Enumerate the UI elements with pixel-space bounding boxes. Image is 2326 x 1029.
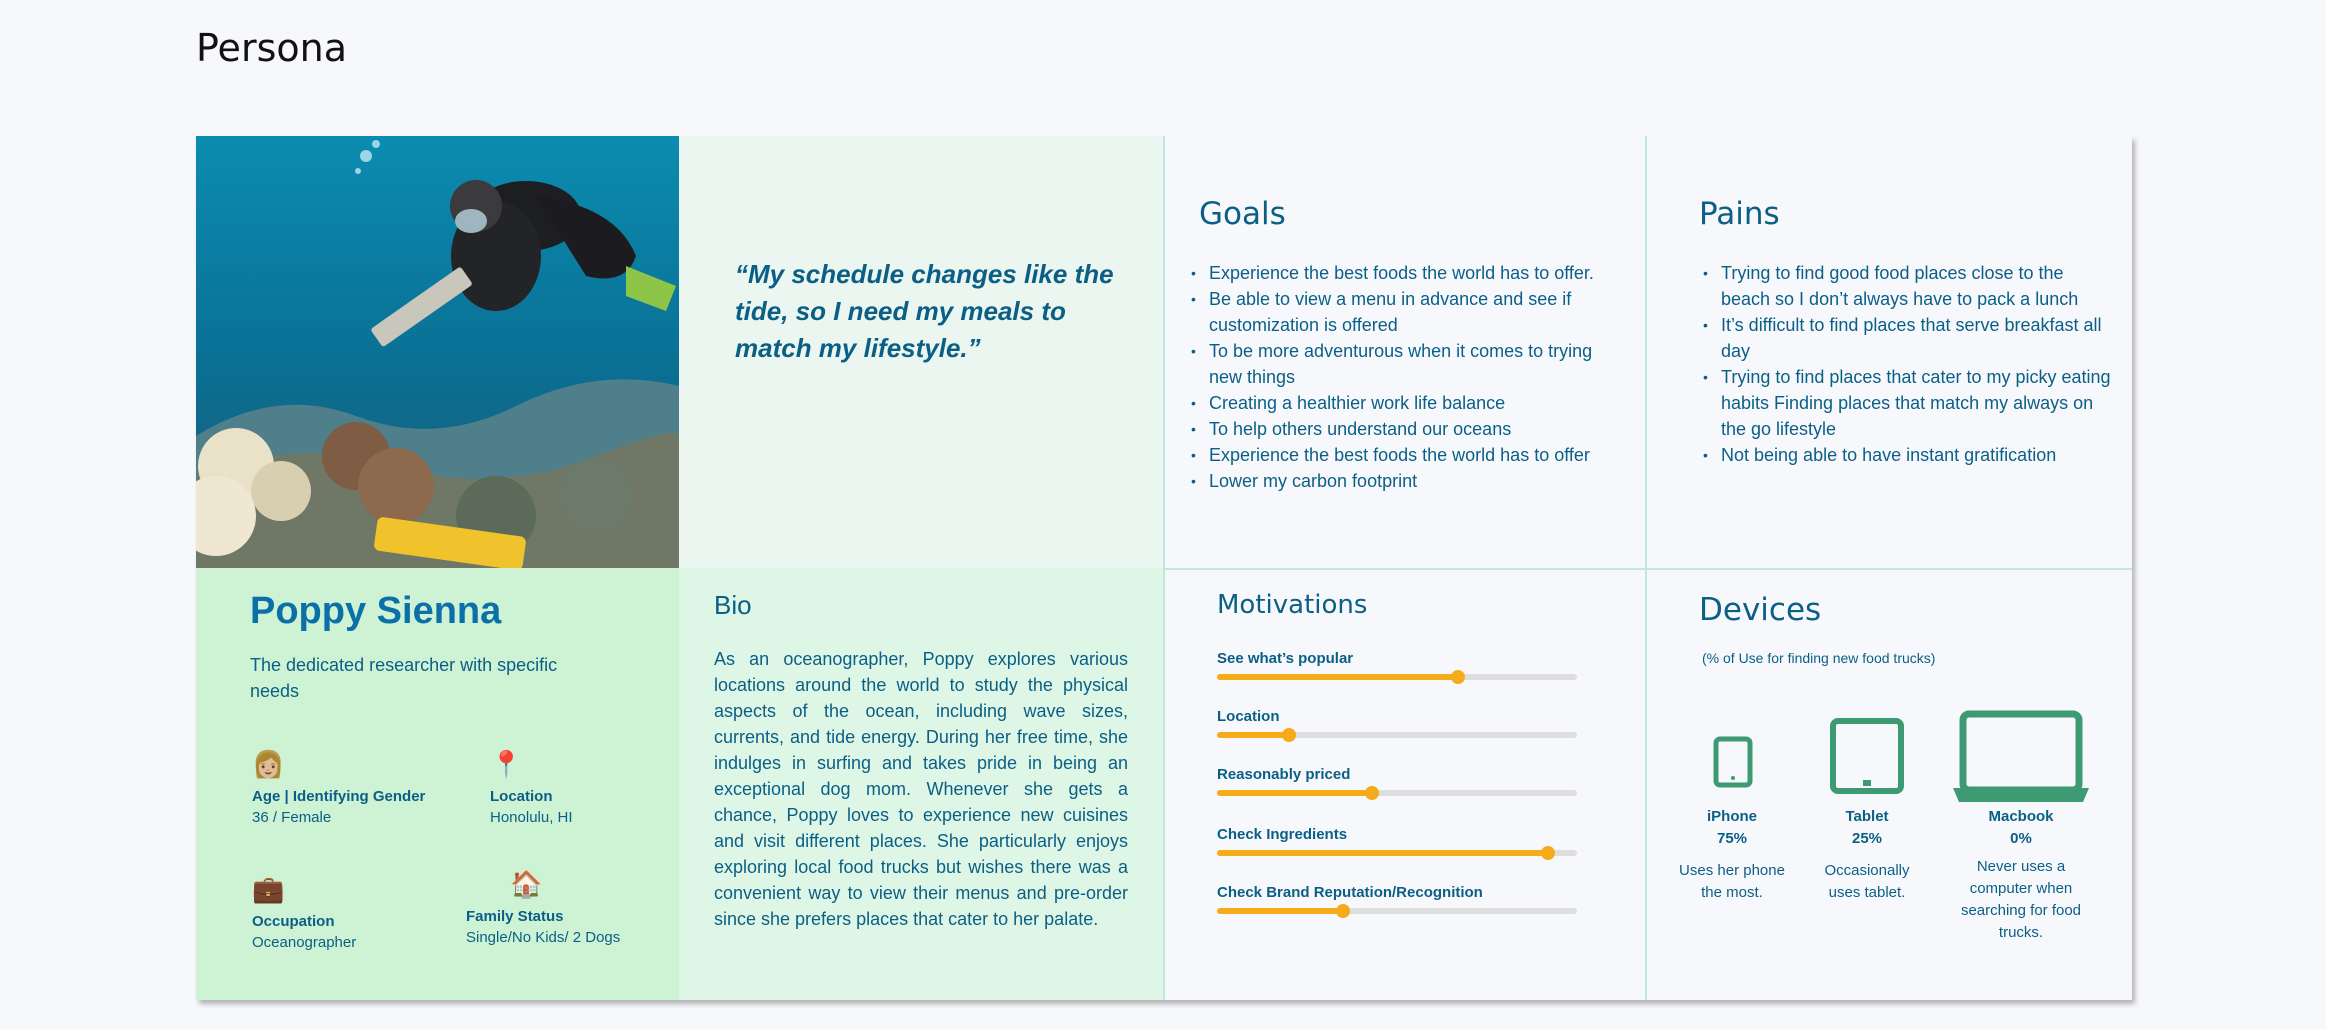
motivation-slider-fill [1217, 908, 1343, 914]
fact-family-status [466, 868, 620, 948]
motivation-slider-track [1217, 790, 1577, 796]
location-pin-icon: 📍 [490, 749, 523, 779]
motivations-section [1163, 568, 1647, 1000]
motivation-label: See what’s popular [1217, 650, 1354, 667]
woman-icon: 👩🏼 [252, 749, 285, 779]
device-tablet [1807, 806, 1927, 904]
pain-item: • It’s difficult to find places that serve breakfast all day [1703, 312, 2113, 364]
fact-label: Family Status [466, 908, 564, 925]
diver-photo-image [196, 136, 679, 568]
devices-section [1647, 568, 2132, 1000]
devices-title: Devices [1699, 592, 1822, 628]
motivations-title: Motivations [1217, 590, 1368, 620]
persona-name: Poppy Sienna [250, 590, 502, 632]
pain-item: • Trying to find good food places close to the beach so I don’t always have to pack a lunch [1703, 260, 2113, 312]
phone-icon [1713, 736, 1753, 788]
fact-label: Age | Identifying Gender [252, 788, 426, 805]
device-name: Macbook [1988, 808, 2054, 825]
device-iphone [1667, 806, 1797, 904]
motivation-slider-track [1217, 908, 1577, 914]
pains-title: Pains [1699, 196, 1780, 232]
device-percent: 25% [1851, 830, 1883, 847]
motivation-slider-knob [1541, 846, 1555, 860]
motivation-item [1217, 826, 1577, 856]
motivation-slider-fill [1217, 790, 1372, 796]
pains-section [1647, 136, 2132, 568]
motivation-slider-knob [1365, 786, 1379, 800]
motivation-label: Check Ingredients [1217, 826, 1348, 843]
fact-label: Location [490, 788, 553, 805]
fact-location [490, 748, 573, 828]
motivation-slider-knob [1336, 904, 1350, 918]
goal-item: • Experience the best foods the world has to offer [1191, 442, 1601, 468]
device-description: Uses her phone the most. [1679, 862, 1785, 901]
goals-list [1191, 260, 1601, 494]
motivation-label: Reasonably priced [1217, 766, 1351, 783]
device-macbook [1953, 806, 2089, 944]
fact-value: Single/No Kids/ 2 Dogs [466, 929, 621, 946]
bio-title: Bio [714, 590, 752, 620]
persona-card [196, 136, 2132, 1000]
motivation-slider-fill [1217, 674, 1458, 680]
motivation-slider-track [1217, 674, 1577, 680]
goal-item: • To help others understand our oceans [1191, 416, 1601, 442]
goal-item: • Experience the best foods the world has to offer. [1191, 260, 1601, 286]
motivation-label: Location [1217, 708, 1280, 725]
motivation-label: Check Brand Reputation/Recognition [1217, 884, 1483, 901]
persona-photo [196, 136, 679, 568]
goal-item: • To be more adventurous when it comes to trying new things [1191, 338, 1601, 390]
motivation-slider-knob [1451, 670, 1465, 684]
pain-item: • Not being able to have instant gratification [1703, 442, 2113, 468]
motivation-item [1217, 766, 1577, 796]
pains-list [1703, 260, 2113, 468]
motivation-slider-fill [1217, 732, 1289, 738]
motivation-slider-knob [1282, 728, 1296, 742]
goals-section [1163, 136, 1647, 568]
fact-age-gender [252, 748, 425, 828]
device-name: iPhone [1706, 808, 1757, 825]
fact-value: Honolulu, HI [490, 809, 573, 826]
motivation-slider-track [1217, 732, 1577, 738]
goal-item: • Be able to view a menu in advance and see if customization is offered [1191, 286, 1601, 338]
pain-item: • Trying to find places that cater to my picky eating habits Finding places that match my always on the go lifestyle [1703, 364, 2113, 442]
goal-item: • Lower my carbon footprint [1191, 468, 1601, 494]
house-icon: 🏠 [510, 869, 543, 899]
bio-text: As an oceanographer, Poppy explores various locations around the world to study the physical aspects of the ocean, including wave sizes, currents, and tide energy. During her free time, she indulges in surfing and takes pride in being an exceptional dog mom. Whenever she gets a chance, Poppy loves to experience new cuisines and visit different places. She particularly enjoys exploring local food trucks but wishes there was a convenient way to view their menus and pre-order since she prefers places that cater to her palate. [714, 649, 1128, 929]
laptop-icon [1953, 710, 2089, 804]
motivation-slider-fill [1217, 850, 1548, 856]
goals-title: Goals [1199, 196, 1286, 232]
device-percent: 0% [2010, 830, 2032, 847]
profile-section [196, 568, 679, 1000]
device-name: Tablet [1845, 808, 1889, 825]
persona-quote: “My schedule changes like the tide, so I need my meals to match my lifestyle.” [735, 259, 1114, 363]
motivation-item [1217, 650, 1577, 680]
page-title: Persona [196, 26, 347, 70]
quote-section [679, 136, 1163, 568]
fact-value: 36 / Female [252, 809, 332, 826]
motivation-item [1217, 884, 1577, 914]
persona-tagline: The dedicated researcher with specific needs [250, 655, 558, 701]
fact-label: Occupation [252, 913, 335, 930]
fact-value: Oceanographer [252, 934, 357, 951]
devices-subtitle: (% of Use for finding new food trucks) [1702, 650, 1936, 666]
motivation-item [1217, 708, 1577, 738]
device-description: Never uses a computer when searching for food trucks. [1960, 858, 2082, 941]
device-percent: 75% [1716, 830, 1748, 847]
briefcase-icon: 💼 [252, 874, 285, 904]
device-description: Occasionally uses tablet. [1824, 862, 1910, 901]
bio-section [679, 568, 1163, 1000]
goal-item: • Creating a healthier work life balance [1191, 390, 1601, 416]
motivation-slider-track [1217, 850, 1577, 856]
fact-occupation [252, 873, 356, 953]
tablet-icon [1830, 718, 1904, 794]
